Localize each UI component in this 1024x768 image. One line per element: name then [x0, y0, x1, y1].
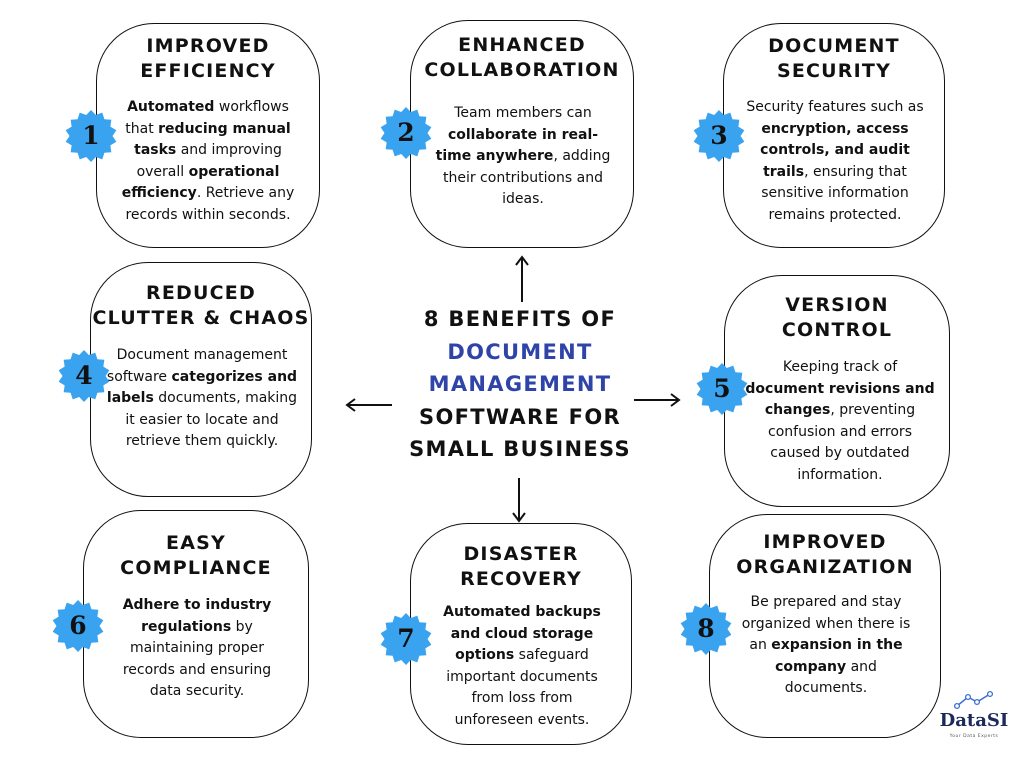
- logo-name: DataSI: [939, 710, 1009, 731]
- badge-number: 7: [397, 624, 415, 653]
- badge-number: 4: [75, 361, 93, 390]
- center-title-line-1: 8 BENEFITS OF: [423, 307, 617, 331]
- arrow-up-icon: [512, 254, 532, 304]
- benefit-card-8: [709, 514, 941, 738]
- benefit-card-6: [83, 510, 309, 738]
- text: , adding their contributions and ideas.: [442, 148, 611, 207]
- benefit-description: [433, 103, 613, 211]
- arrow-right-icon: [632, 390, 682, 410]
- text: Keeping track of: [782, 359, 898, 375]
- text: . Retrieve any records within seconds.: [125, 185, 295, 223]
- text: , preventing confusion and errors caused by outdated information.: [768, 402, 916, 483]
- text: workflows that: [125, 99, 289, 137]
- benefit-title-line-1: REDUCED: [146, 282, 256, 304]
- benefit-title-line-2: EFFICIENCY: [140, 60, 276, 82]
- number-badge-2: [380, 107, 432, 159]
- benefit-description: [115, 97, 301, 226]
- benefit-title-line-1: ENHANCED: [458, 34, 586, 56]
- benefit-description: [106, 595, 288, 703]
- benefit-card-4: [90, 262, 312, 497]
- center-title-line-5: SMALL BUSINESS: [409, 437, 631, 461]
- bold-text: reducing manual tasks: [134, 120, 291, 158]
- bold-text: Automated: [127, 99, 215, 115]
- benefit-title: [725, 293, 949, 343]
- number-badge-4: [58, 350, 110, 402]
- bold-text: categorizes and labels: [106, 368, 298, 406]
- benefit-title-line-2: ORGANIZATION: [736, 556, 914, 578]
- badge-number: 5: [713, 374, 731, 403]
- line-graph-icon: [954, 690, 994, 710]
- text: safeguard important documents from loss from unforeseen events.: [446, 647, 598, 728]
- benefit-title-line-2: COLLABORATION: [424, 59, 620, 81]
- benefit-title-line-2: CLUTTER & CHAOS: [92, 307, 310, 329]
- benefit-card-3: [723, 23, 945, 248]
- text: documents, making it easier to locate and retrieve them quickly.: [125, 390, 298, 449]
- badge-number: 8: [697, 614, 715, 643]
- benefit-title: [97, 34, 319, 84]
- benefit-title-line-2: RECOVERY: [460, 568, 582, 590]
- bold-text: document revisions and changes: [745, 380, 935, 418]
- text: Security features such as: [746, 99, 924, 115]
- text: by maintaining proper records and ensuring data security.: [122, 618, 272, 699]
- number-badge-3: [693, 110, 745, 162]
- number-badge-6: [52, 600, 104, 652]
- brand-logo: [934, 690, 1014, 750]
- bold-text: expansion in the company: [771, 637, 903, 675]
- benefit-card-7: [410, 523, 632, 745]
- logo-tagline: Your Data Experts: [949, 734, 999, 739]
- benefit-description: [742, 97, 928, 226]
- benefit-title-line-1: VERSION: [785, 294, 889, 316]
- number-badge-1: [65, 110, 117, 162]
- center-title: [395, 303, 645, 466]
- benefit-description: [745, 357, 935, 486]
- bold-text: Automated backups and cloud storage options: [443, 604, 601, 663]
- text: Document management software: [106, 347, 288, 385]
- benefit-card-2: [410, 20, 634, 248]
- benefit-title-line-1: DOCUMENT: [768, 35, 900, 57]
- bold-text: Adhere to industry regulations: [122, 597, 272, 635]
- benefit-title-line-2: COMPLIANCE: [120, 557, 272, 579]
- benefit-title-line-1: IMPROVED: [763, 531, 887, 553]
- badge-number: 6: [69, 611, 87, 640]
- text: Team members can: [454, 105, 592, 121]
- benefit-description: [431, 602, 613, 731]
- benefit-title: [724, 34, 944, 84]
- benefit-title-line-1: IMPROVED: [146, 35, 270, 57]
- badge-number: 3: [710, 121, 728, 150]
- text: and improving overall: [136, 142, 282, 180]
- badge-number: 1: [82, 121, 100, 150]
- arrow-left-icon: [344, 395, 394, 415]
- center-title-line-2: DOCUMENT: [447, 339, 593, 364]
- number-badge-7: [380, 613, 432, 665]
- badge-number: 2: [397, 118, 415, 147]
- benefit-card-1: [96, 23, 320, 248]
- text: and documents.: [784, 658, 877, 696]
- benefit-title-line-2: CONTROL: [781, 319, 893, 341]
- benefit-title: [84, 531, 308, 581]
- bold-text: encryption, access controls, and audit trails: [760, 120, 910, 180]
- benefit-title-line-1: EASY: [166, 532, 226, 554]
- bold-text: collaborate in real-time anywhere: [435, 126, 599, 164]
- benefit-title-line-1: DISASTER: [463, 543, 579, 565]
- benefit-title: [411, 33, 633, 83]
- benefit-description: [738, 592, 914, 700]
- bold-text: operational efficiency: [121, 163, 280, 201]
- benefit-title: [710, 530, 940, 580]
- benefit-description: [106, 345, 298, 453]
- benefit-title: [411, 542, 631, 592]
- center-title-line-3: MANAGEMENT: [428, 372, 612, 396]
- text: Be prepared and stay organized when there is an: [741, 594, 911, 653]
- benefit-title-line-2: SECURITY: [776, 60, 892, 82]
- number-badge-8: [680, 603, 732, 655]
- text: , ensuring that sensitive information remains protected.: [761, 163, 909, 223]
- center-title-line-4: SOFTWARE FOR: [419, 404, 621, 429]
- arrow-down-icon: [509, 476, 529, 524]
- benefit-title: [91, 281, 311, 331]
- number-badge-5: [696, 363, 748, 415]
- benefit-card-5: [724, 275, 950, 507]
